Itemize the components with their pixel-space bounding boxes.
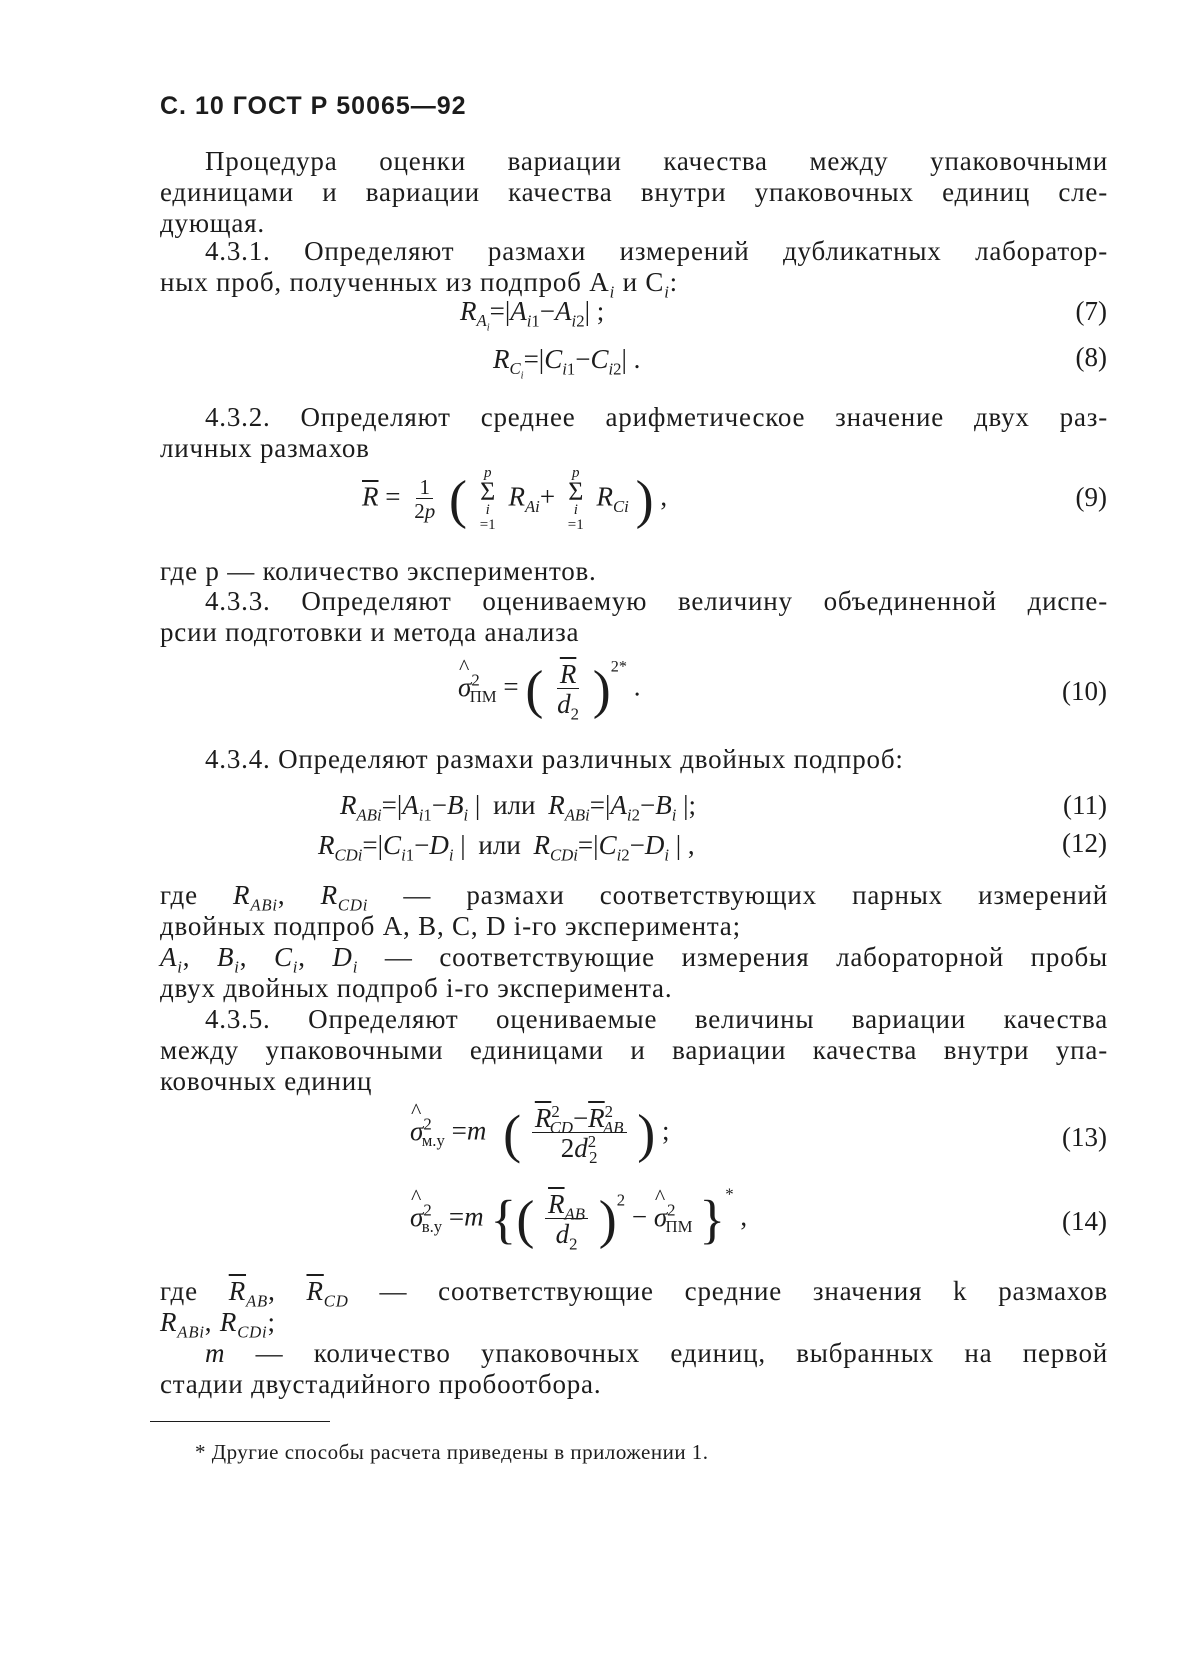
footnote-divider: [150, 1421, 330, 1422]
intro-line-3: дующая.: [160, 208, 265, 238]
section-4-3-1: [160, 236, 1108, 302]
equation-14: ^ $\sigma^2_{в.у} =m$ {( $\frac{\overline{R}_{AB}}{d_2}$ )$^2$ − ^ $\sigma^2_{ПМ}$ }* ,: [410, 1190, 747, 1249]
equation-11: $R_{ABi}=|A_{i1}-B_i$ | или $R_{ABi}=|A_{i2}-B_i$ |;: [340, 790, 697, 825]
equation-11-number: (11): [1063, 790, 1107, 820]
s432-line-2: личных размахов: [160, 433, 370, 463]
section-4-3-4: [160, 744, 1108, 775]
where-r-line-1: где $R_{ABi}$, $R_{CDi}$ — размахи соответствующих парных измерений: [160, 880, 1108, 915]
intro-line-1: Процедура оценки вариации качества между упаковочными: [205, 146, 1108, 176]
section-4-3-2: [160, 402, 1108, 464]
equation-13-number: (13): [1062, 1122, 1107, 1152]
where-final-line-2: $R_{ABi}$, $R_{CDi}$;: [160, 1307, 276, 1342]
s431-line-1: 4.3.1. Определяют размахи измерений дубликатных лаборатор-: [205, 236, 1108, 266]
equation-12-number: (12): [1062, 828, 1107, 858]
fraction-rab-over-d2: $\frac{\overline{R}_{AB}}{d_2}$: [545, 1190, 588, 1249]
equation-7-number: (7): [1075, 296, 1107, 326]
equation-14-number: (14): [1062, 1206, 1107, 1236]
fraction-1-over-2p: $\frac{1}{2p}$: [414, 475, 436, 523]
where-final-block: [160, 1276, 1108, 1400]
where-final-line-1: где $\overline{R}_{AB}$, $\overline{R}_{CD}$ — соответствующие средние значения k размахов: [160, 1276, 1108, 1311]
fraction-rcd-rab: $\frac{\overline{R}^2_{CD}-\overline{R}^2_{AB}}{2d^2_2}$: [532, 1104, 627, 1163]
equation-8-number: (8): [1075, 342, 1107, 372]
where-final-line-4: стадии двустадийного пробоотбора.: [160, 1369, 602, 1399]
where-final-line-3: m — количество упаковочных единиц, выбранных на первой: [205, 1338, 1108, 1368]
equation-7: $R_{A_i}=|A_{i1}-A_{i2}|$ ;: [460, 296, 605, 334]
where-r-block: [160, 880, 1108, 1004]
intro-line-2: единицами и вариации качества внутри упаковочных единиц сле-: [160, 177, 1108, 207]
sum-symbol: p Σ i =1: [479, 465, 496, 533]
section-4-3-5: [160, 1004, 1108, 1097]
s434-line: 4.3.4. Определяют размахи различных двойных подпроб:: [205, 744, 904, 774]
equation-9-number: (9): [1075, 482, 1107, 512]
section-4-3-3: [160, 586, 1108, 648]
equation-8: $R_{C_i}=|C_{i1}-C_{i2}|$ .: [493, 344, 641, 382]
equation-13: ^ $\sigma^2_{м.у} =m$ ( $\frac{\overline{R}^2_{CD}-\overline{R}^2_{AB}}{2d^2_2}$ ) ;: [410, 1104, 670, 1163]
fraction-r-over-d2: $\frac{\overline{R}}{d_2}$: [557, 659, 580, 724]
equation-12: $R_{CDi}=|C_{i1}-D_i$ | или $R_{CDi}=|C_{i2}-D_i$ | ,: [318, 830, 695, 865]
s431-line-2: ных проб, полученных из подпроб $A_i$ и $C_i$:: [160, 267, 678, 302]
s432-line-1: 4.3.2. Определяют среднее арифметическое значение двух раз-: [205, 402, 1108, 432]
equation-10: ^ $\sigma^2_{ПМ}$ = ( $\frac{\overline{R}}{d_2}$ )$^{2*}$ .: [458, 660, 640, 719]
intro-paragraph: [160, 146, 1108, 239]
s435-line-1: 4.3.5. Определяют оцениваемые величины вариации качества: [205, 1004, 1108, 1034]
sum-symbol: p Σ i =1: [567, 465, 584, 533]
where-r-line-3: $A_i$, $B_i$, $C_i$, $D_i$ — соответствующие измерения лабораторной пробы: [160, 942, 1108, 977]
where-r-line-4: двух двойных подпроб i-го эксперимента.: [160, 973, 673, 1003]
where-r-line-2: двойных подпроб A, B, C, D i-го эксперимента;: [160, 911, 741, 941]
page-header: С. 10 ГОСТ Р 50065—92: [160, 92, 467, 120]
equation-10-number: (10): [1062, 676, 1107, 706]
s433-line-2: рсии подготовки и метода анализа: [160, 617, 580, 647]
s433-line-1: 4.3.3. Определяют оцениваемую величину объединенной диспе-: [205, 586, 1108, 616]
where-p-line: где p — количество экспериментов.: [160, 556, 597, 586]
footnote: * Другие способы расчета приведены в приложении 1.: [195, 1440, 709, 1464]
s435-line-2: между упаковочными единицами и вариации качества внутри упа-: [160, 1035, 1108, 1065]
s435-line-3: ковочных единиц: [160, 1066, 373, 1096]
equation-9: $\overline{R}$ = $\frac{1}{2p}$ ( p Σ i =1 $R_{Ai}+$ p Σ i =1 $R_{Ci}$ ) ,: [362, 465, 668, 533]
